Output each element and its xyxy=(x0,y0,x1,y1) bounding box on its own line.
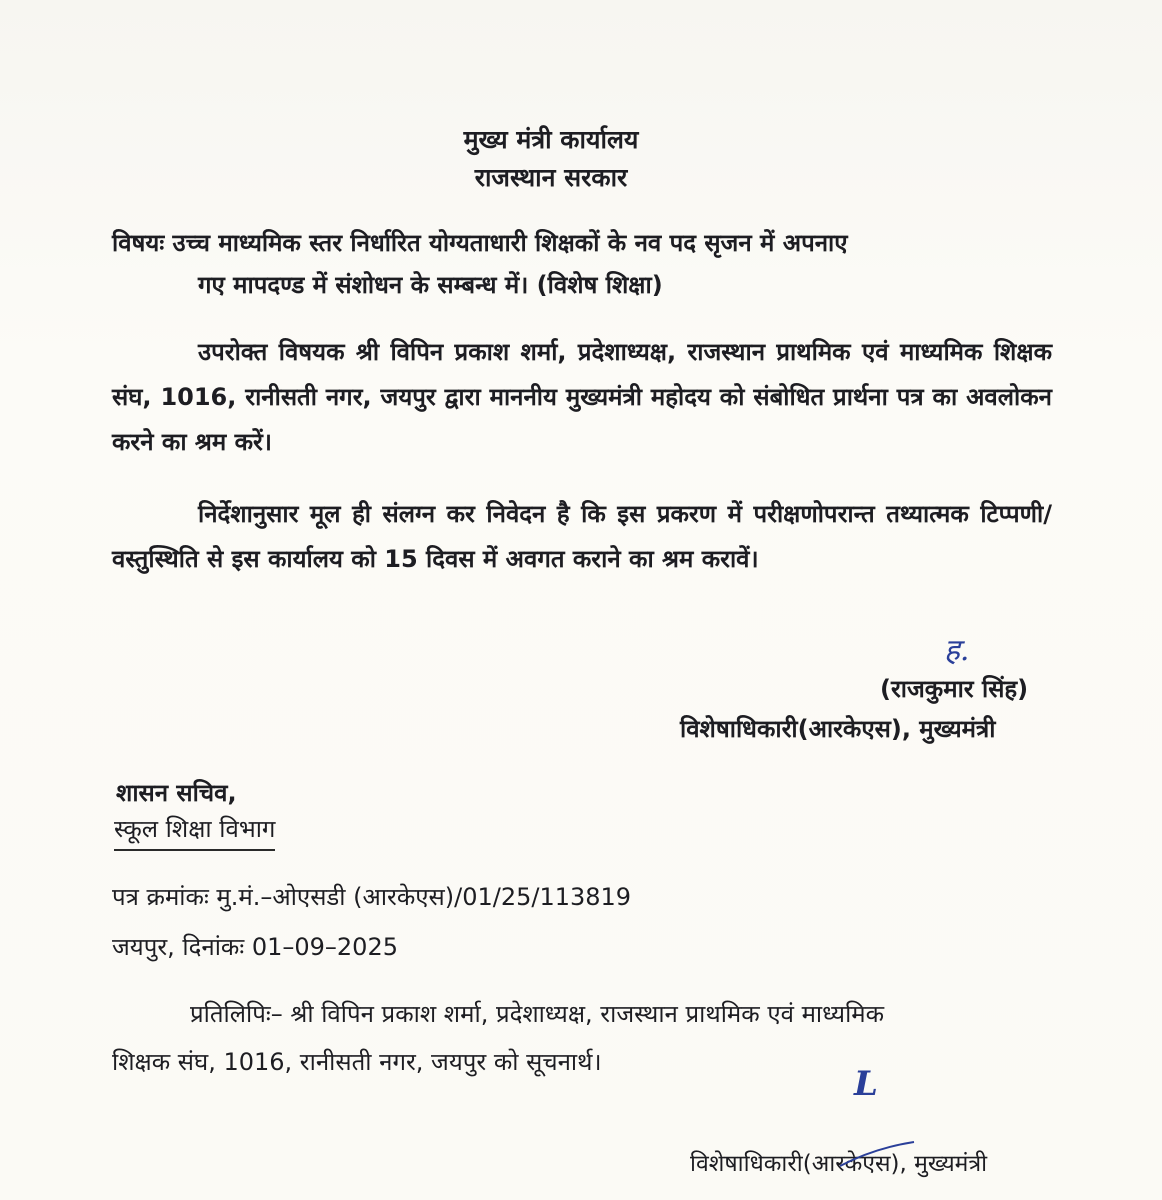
subject-block xyxy=(112,222,1062,306)
handwritten-signature-mark: ह. xyxy=(944,633,970,668)
office-heading: मुख्य मंत्री कार्यालय xyxy=(463,125,639,154)
subject-line-1: विषयः उच्च माध्यमिक स्तर निर्धारित योग्यताधारी शिक्षकों के नव पद सृजन में अपनाए xyxy=(112,229,848,257)
letter-number: पत्र क्रमांकः मु.मं.–ओएसडी (आरकेएस)/01/25/113819 xyxy=(112,883,632,911)
footer-designation: विशेषाधिकारी(आरकेएस), मुख्यमंत्री xyxy=(690,1151,988,1177)
government-heading: राजस्थान सरकार xyxy=(474,163,628,192)
signer-name: (राजकुमार सिंह) xyxy=(880,675,1029,703)
addressee-department: स्कूल शिक्षा विभाग xyxy=(114,812,275,851)
body-paragraph-2: निर्देशानुसार मूल ही संलग्न कर निवेदन है कि इस प्रकरण में परीक्षणोपरान्त तथ्यात्मक टिप्पणी/वस्तुस्थिति से इस कार्यालय को 15 दिवस में अवगत कराने का श्रम करावें। xyxy=(112,500,1052,573)
copy-line-1: प्रतिलिपिः– श्री विपिन प्रकाश शर्मा, प्रदेशाध्यक्ष, राजस्थान प्राथमिक एवं माध्यमिक xyxy=(190,1000,885,1028)
copy-to-block xyxy=(112,990,1062,1086)
addressee-title: शासन सचिव, xyxy=(116,779,237,807)
body-paragraph-1: उपरोक्त विषयक श्री विपिन प्रकाश शर्मा, प्रदेशाध्यक्ष, राजस्थान प्राथमिक एवं माध्यमिक शिक्षक संघ, 1016, रानीसती नगर, जयपुर द्वारा माननीय मुख्यमंत्री महोदय को संबोधित प्रार्थना पत्र का अवलोकन करने का श्रम करें। xyxy=(112,338,1052,456)
subject-line-2: गए मापदण्ड में संशोधन के सम्बन्ध में। (विशेष शिक्षा) xyxy=(198,271,663,299)
signer-designation: विशेषाधिकारी(आरकेएस), मुख्यमंत्री xyxy=(680,715,996,743)
copy-line-2: शिक्षक संघ, 1016, रानीसती नगर, जयपुर को सूचनार्थ। xyxy=(112,1048,602,1076)
letter-date: जयपुर, दिनांकः 01–09–2025 xyxy=(112,933,398,961)
handwritten-initial-mark: L xyxy=(854,1064,878,1104)
